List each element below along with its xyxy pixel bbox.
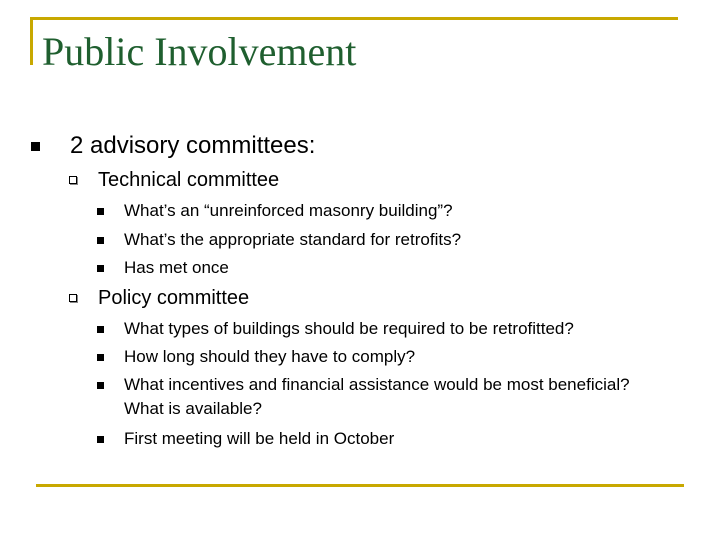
square-bullet-icon — [31, 142, 40, 151]
hollow-square-bullet-icon — [69, 294, 77, 302]
bullet-policy-point-2 — [97, 345, 415, 369]
bullet-policy-point-3 — [97, 373, 654, 421]
bullet-policy-point-4 — [97, 427, 394, 451]
square-bullet-icon — [97, 208, 104, 215]
bullet-text: Policy committee — [98, 287, 250, 309]
bullet-policy-point-1 — [97, 317, 574, 341]
bullet-text: What’s an “unreinforced masonry building”? — [124, 201, 453, 220]
bullet-text: Technical committee — [98, 169, 280, 191]
bullet-technical-point-1 — [97, 199, 453, 223]
square-bullet-icon — [97, 265, 104, 272]
bullet-text: What’s the appropriate standard for retrofits? — [124, 230, 462, 249]
square-bullet-icon — [97, 436, 104, 443]
bullet-advisory-committees — [31, 132, 315, 160]
square-bullet-icon — [97, 326, 104, 333]
bullet-text: How long should they have to comply? — [124, 347, 416, 366]
bullet-text: Has met once — [124, 258, 229, 277]
hollow-square-bullet-icon — [69, 176, 77, 184]
bullet-technical-committee — [69, 168, 279, 192]
bullet-text: First meeting will be held in October — [124, 429, 395, 448]
bullet-text: What incentives and financial assistance would be most beneficial? What is available? — [124, 375, 630, 418]
footer-rule — [36, 484, 684, 487]
square-bullet-icon — [97, 382, 104, 389]
bullet-text: What types of buildings should be required to be retrofitted? — [124, 319, 574, 338]
title-rule-top — [30, 17, 678, 20]
bullet-technical-point-2 — [97, 228, 461, 252]
bullet-text: 2 advisory committees: — [70, 132, 316, 159]
title-rule-left — [30, 17, 33, 65]
square-bullet-icon — [97, 237, 104, 244]
slide-title: Public Involvement — [42, 29, 357, 74]
square-bullet-icon — [97, 354, 104, 361]
bullet-technical-point-3 — [97, 256, 229, 280]
bullet-policy-committee — [69, 286, 249, 310]
